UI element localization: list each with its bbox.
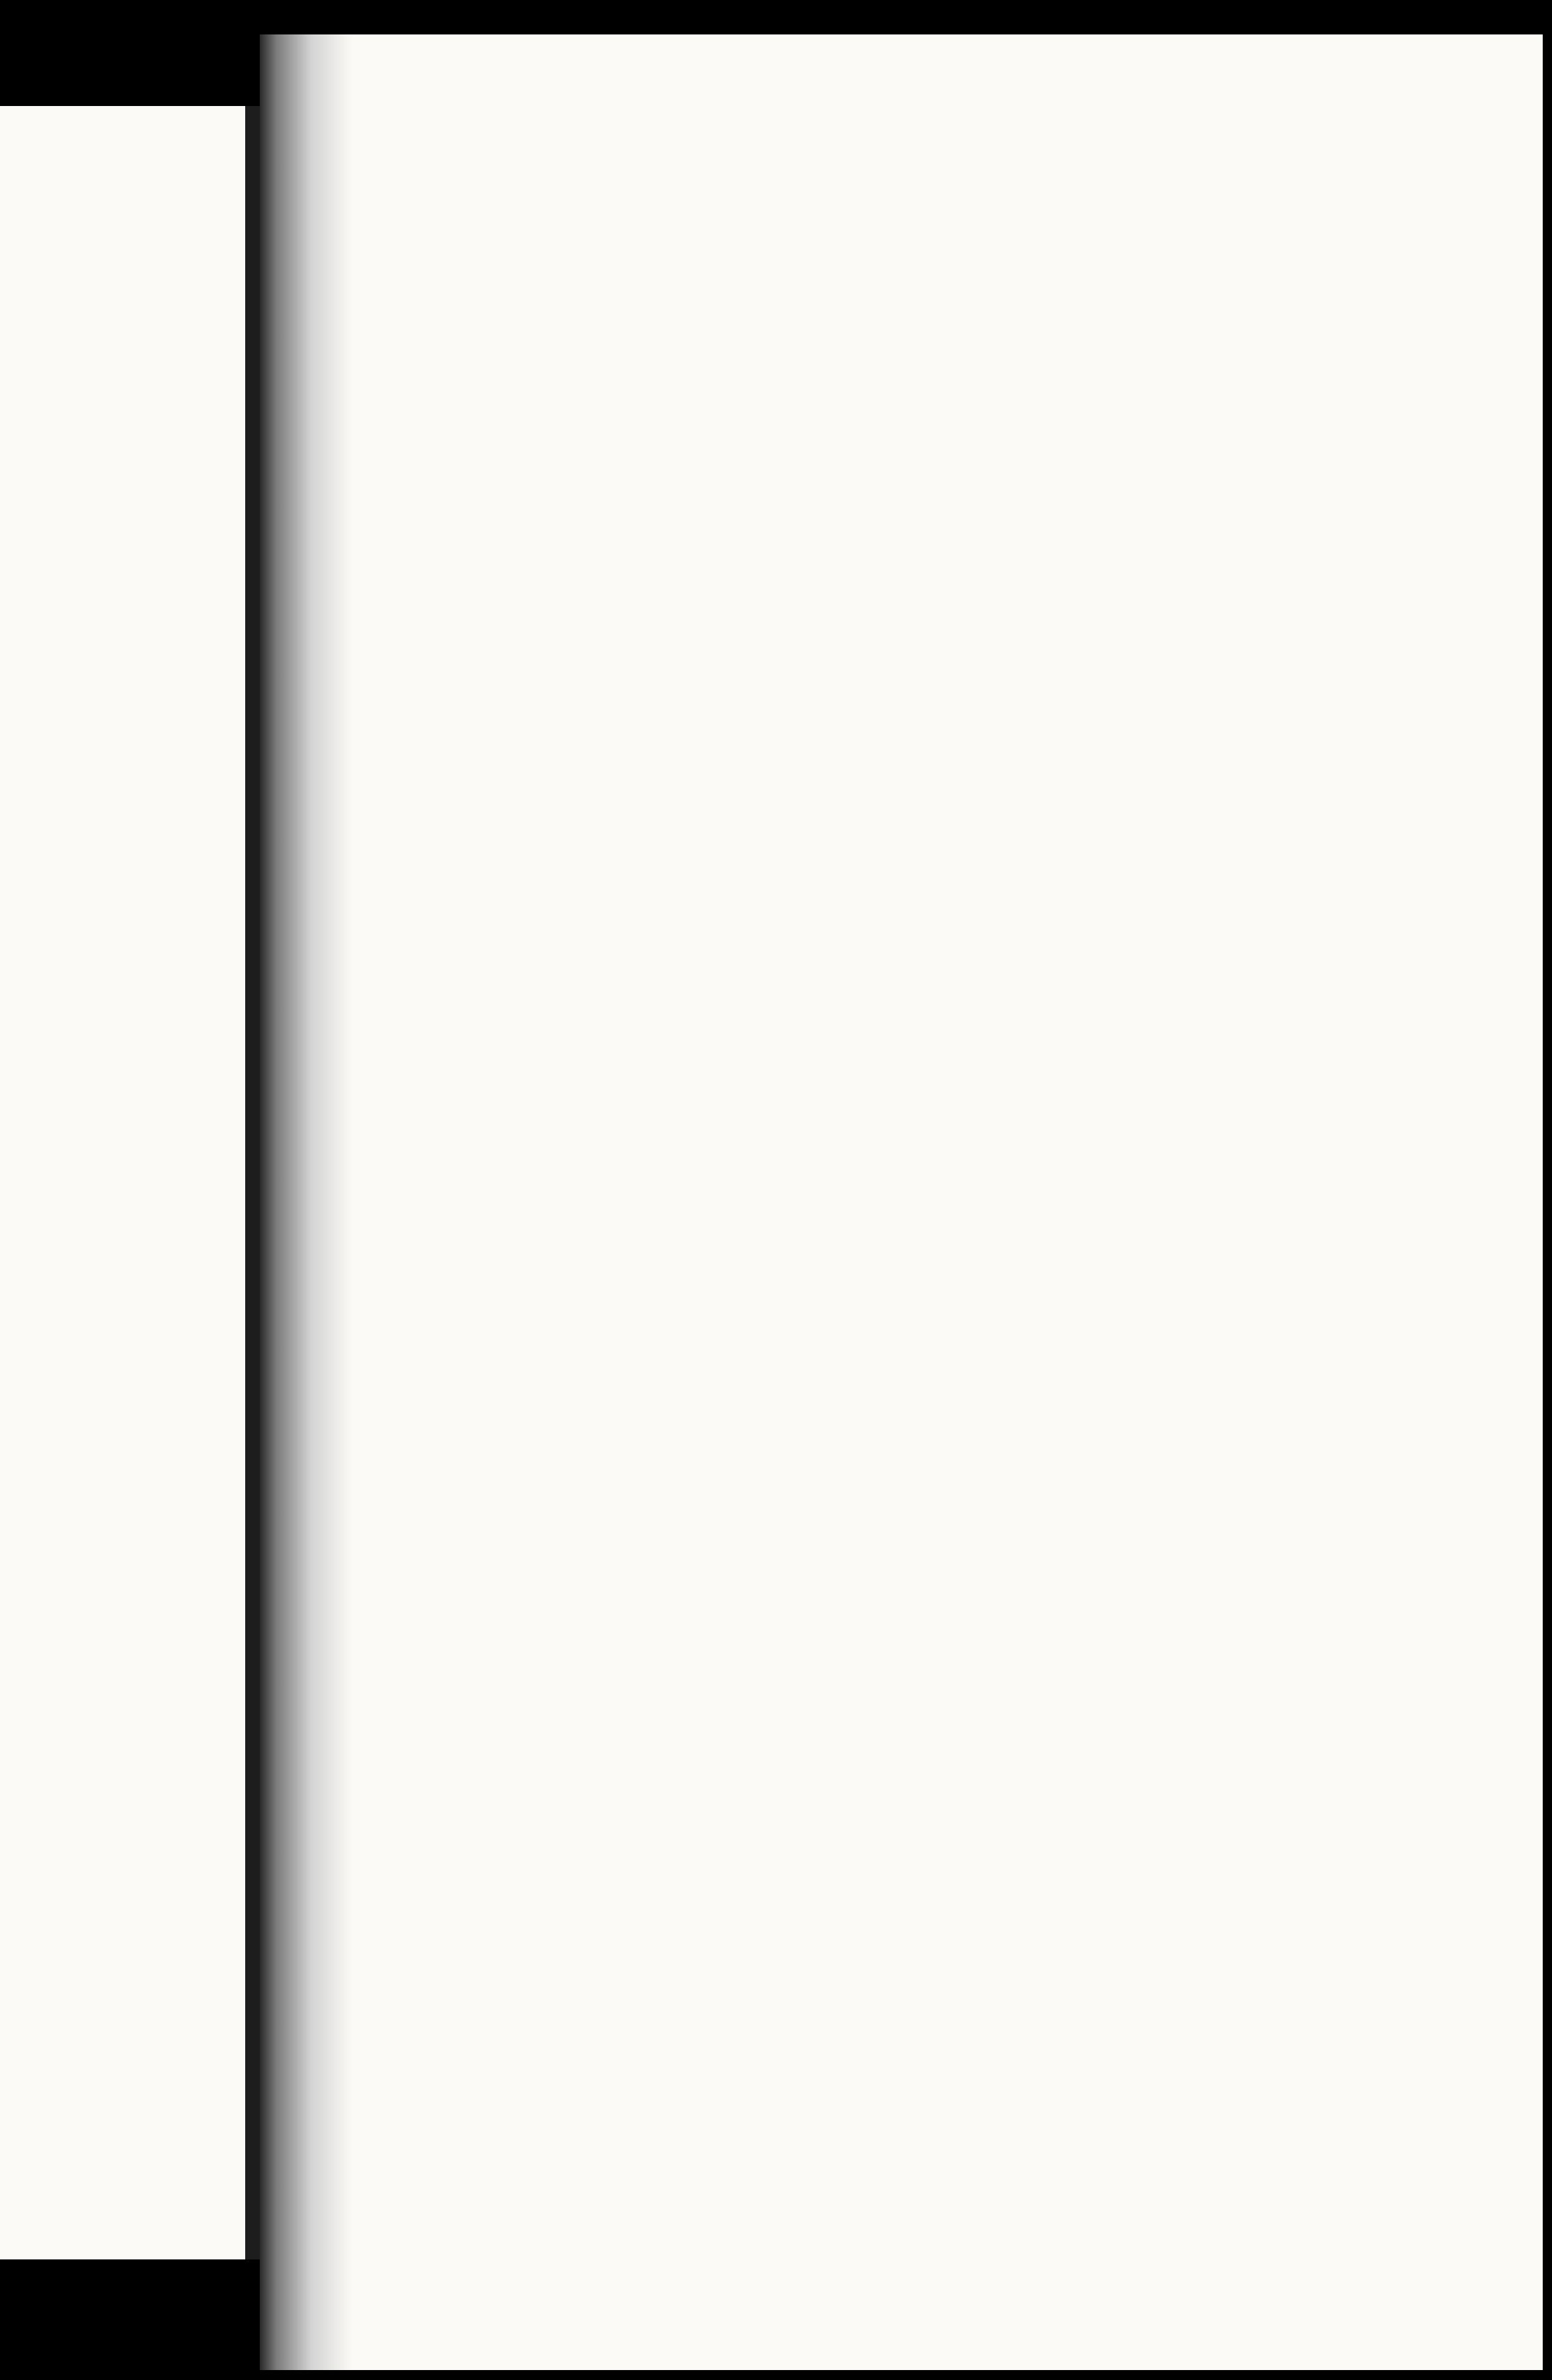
facing-page-text [0,268,180,301]
page-right [260,34,1543,2370]
page-gutter-shadow [260,34,353,2370]
facing-page-left [0,106,260,2259]
facing-page-gap [0,268,180,301]
running-head [469,215,1386,262]
